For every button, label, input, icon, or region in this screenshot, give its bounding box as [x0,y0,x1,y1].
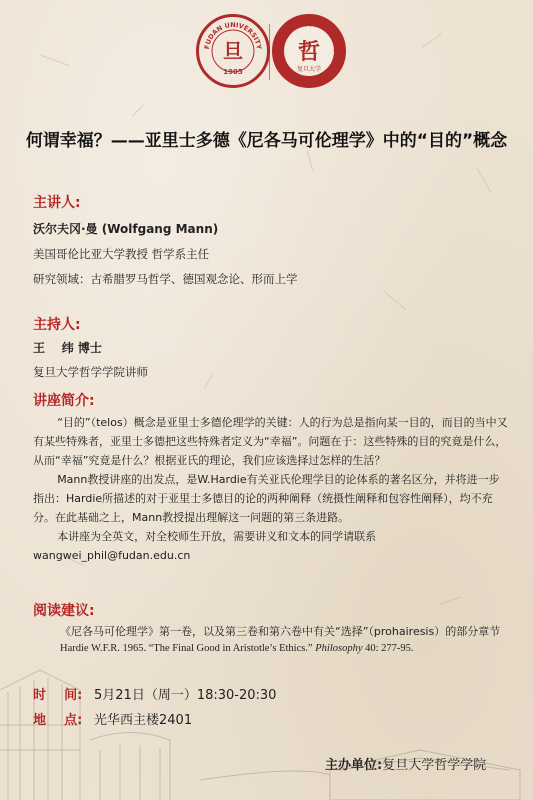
speaker-heading: 主讲人: [33,195,81,211]
time-label: 时 间: [33,688,83,703]
abstract-paragraph: Mann教授讲座的出发点，是W.Hardie有关亚氏伦理学目的论体系的著名区分，并将进一步指出：Hardie所描述的对于亚里士多德目的论的两种阐释（统摄性阐释和包容性阐释），均不充分。在此基础之上，Mann教授提出理解这一问题的第三条进路。 [33,473,500,524]
reading-journal: Philosophy [315,643,363,654]
phil-logo-cn: 复旦大学 [296,66,322,73]
reading-line-1: 《尼各马可伦理学》第一卷，以及第三卷和第六卷中有关“选择”（prohairesis）的部分章节 [60,625,501,638]
fudan-logo-year: 1905 [223,68,243,76]
phil-logo-text: School of Philosophy Fudan University [279,21,339,53]
phil-logo-char: 哲 [297,39,321,65]
abstract-paragraph: “目的”（telos）概念是亚里士多德伦理学的关键：人的行为总是指向某一目的，而目的当中又有某些特殊者，亚里士多德把这些特殊者定义为“幸福”。问题在于：这些特殊的目的究竟是什么，从而“幸福”究竟是什么？根据亚氏的理论，我们应该选择过怎样的生活？ [33,416,508,467]
reading-citation: Hardie W.F.R. 1965. “The Final Good in Aristotle’s Ethics.” [60,643,316,654]
philosophy-school-logo [272,14,346,88]
logo-header [0,14,533,94]
speaker-name: 沃尔夫冈·曼 (Wolfgang Mann) [33,222,219,236]
abstract-heading: 讲座简介: [33,393,95,409]
organizer-label: 主办单位: [325,758,383,773]
organizer [325,754,486,773]
time-value: 5月21日（周一）18:30-20:30 [94,688,277,703]
host-name: 王 纬 博士 [33,341,102,355]
logo-divider [269,24,270,80]
reading-pages: 40: 277-95. [362,643,414,654]
campus-gate-illustration [0,630,533,800]
abstract-body [33,413,509,565]
fudan-logo-char: 旦 [223,39,243,63]
organizer-value: 复旦大学哲学学院 [382,758,487,773]
reading-heading: 阅读建议: [33,603,95,619]
speaker-field: 研究领域：古希腊罗马哲学、德国观念论、形而上学 [33,272,298,286]
lecture-title: 何谓幸福？——亚里士多德《尼各马可伦理学》中的“目的”概念 [25,131,508,151]
abstract-paragraph: 本讲座为全英文，对全校师生开放，需要讲义和文本的同学请联系wangwei_phil@fudan.edu.cn [33,530,377,562]
host-affiliation: 复旦大学哲学学院讲师 [33,365,148,379]
place-label: 地 点: [33,713,83,728]
fudan-logo-text: FUDAN UNIVERSITY [203,20,263,50]
speaker-position: 美国哥伦比亚大学教授 哲学系主任 [33,247,210,261]
fudan-university-logo [196,14,270,88]
place-value: 光华西主楼2401 [94,713,193,728]
host-heading: 主持人: [33,317,81,333]
